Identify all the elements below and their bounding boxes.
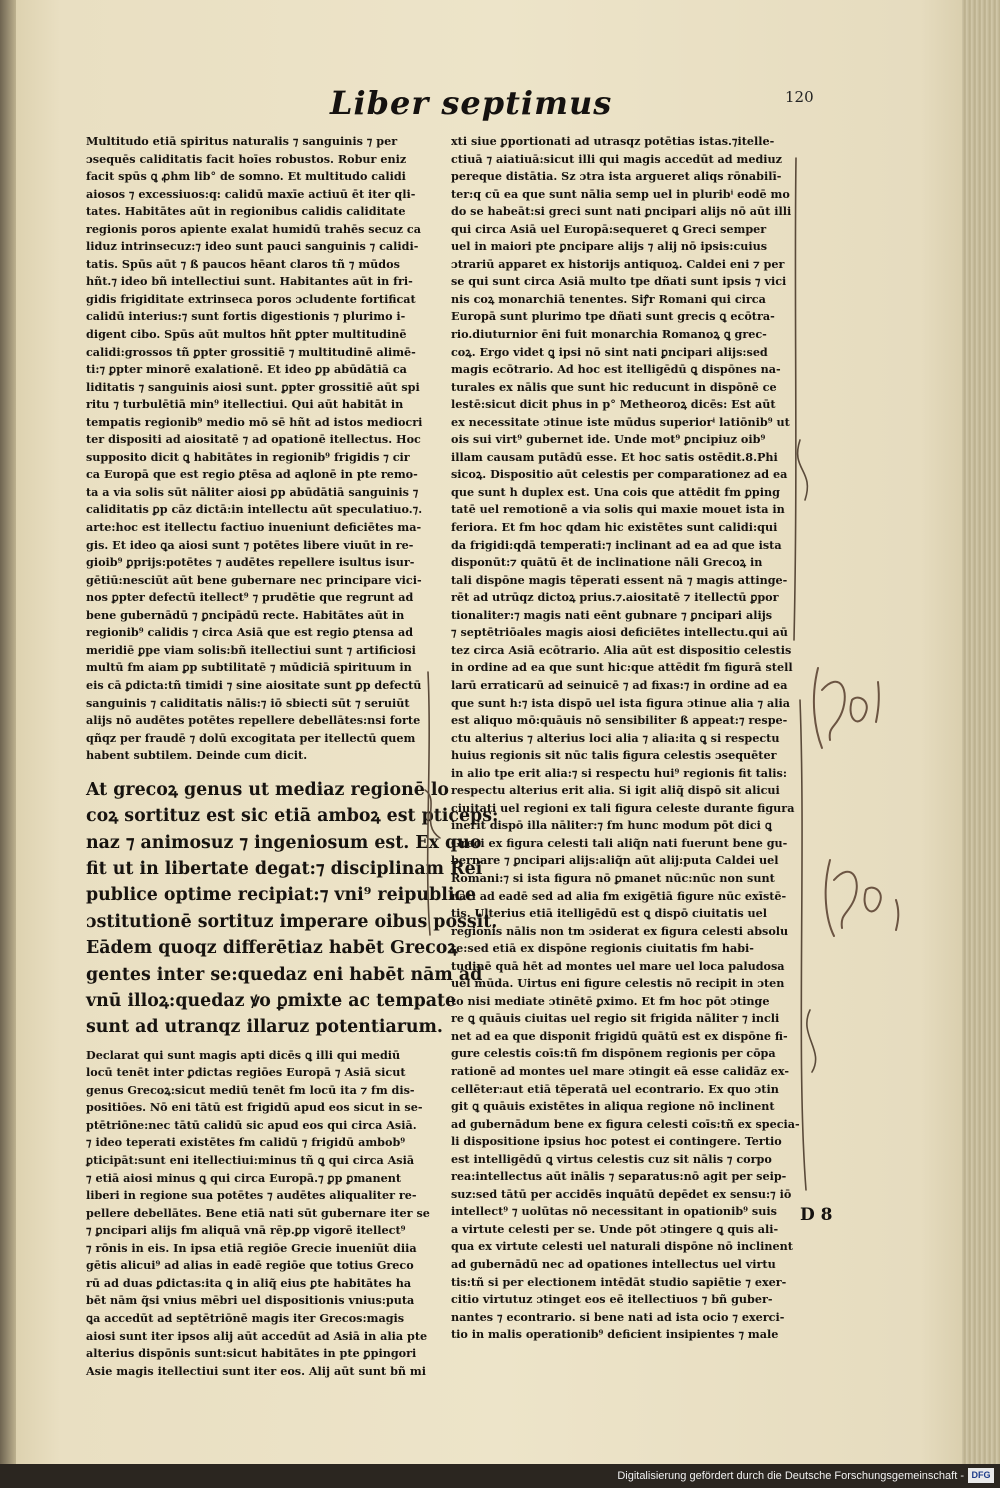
text-line: ꝗa accedūt ad septētriōnē magis iter Grecos:magis	[86, 1310, 405, 1325]
aristotle-text-line: Eādem quoqz differētiaz habēt Grecoꝝ	[86, 938, 458, 959]
margin-line-right-1	[794, 158, 796, 640]
text-line: rationē ad montes uel mare ɔtingit eā esse calidāz ex-	[451, 1063, 790, 1078]
text-line: citio virtutuz ɔtinget eos eē itellectiuos ⁊ bñ guber-	[451, 1292, 773, 1307]
text-line: xti siue ꝑportionati ad utrasqz potētias istas.⁊itelle-	[451, 134, 775, 148]
text-line: ritu ⁊ turbulētiā min⁹ itellectiui. Qui aūt habitāt in	[86, 397, 404, 412]
text-line: li dispositione ipsius hoc potest ei contingere. Tertio	[451, 1134, 782, 1149]
text-line: suz:sed tātū per accidēs inquātū depēdet ex sensu:⁊ iō	[451, 1186, 792, 1201]
aristotle-text-line: sunt ad utranqz illaruz potentiarum.	[86, 1017, 443, 1038]
text-line: da frigidi:qdā temperati:⁊ inclinant ad ea ad que ista	[451, 537, 782, 552]
text-line: gētiū:nesciūt aūt bene gubernare nec principare vici-	[86, 572, 422, 587]
text-line: digent cibo. Spūs aūt multos hñt ꝑpter multitudinē	[86, 327, 407, 342]
text-line: ⁊ ideo teperati existētes fm calidū ⁊ frigidū ambob⁹	[86, 1135, 406, 1150]
text-line: uel mūda. Uirtus eni figure celestis nō recipit in ɔten	[451, 976, 785, 991]
text-line: Multitudo etiā spiritus naturalis ⁊ sanguinis ⁊ per	[86, 134, 398, 148]
text-line: ptētriōne:nec tātū calidū sic apud eos qui circa Asiā.	[86, 1117, 417, 1132]
text-line: in ordine ad ea que sunt hic:que attēdit fm figurā stell	[451, 660, 793, 675]
text-line: regionib⁹ calidis ⁊ circa Asiā que est regio ꝑtensa ad	[86, 625, 414, 640]
footer-credit: Digitalisierung gefördert durch die Deutsche Forschungsgemeinschaft -	[617, 1470, 964, 1482]
aristotle-text-line: vnū illoꝝ:quedaz ꝟo ꝑmixte ac tempate	[86, 990, 457, 1011]
text-line: feriora. Et fm hoc qdam hic existētes sunt calidi:qui	[451, 520, 778, 535]
folio-number: 120	[785, 88, 814, 106]
text-line: tates. Habitātes aūt in regionibus calidis caliditate	[86, 204, 406, 219]
text-line: gure celestis coīs:tñ fm dispōnem regionis per cōpa	[451, 1046, 776, 1061]
text-line: tez circa Asiā ecōtrario. Alia aūt est dispositio celestis	[451, 642, 792, 657]
text-line: rio.diuturnior ēni fuit monarchia Romanoꝝ ꝗ grec-	[451, 327, 767, 342]
text-line: genus Grecoꝝ:sicut mediū tenēt fm locū ita ⁊ fm dis-	[86, 1082, 415, 1097]
text-line: gioib⁹ ꝑprijs:potētes ⁊ audētes repellere isultus isur-	[86, 555, 415, 570]
text-line: tis:tñ si per electionem intēdāt studio sapiētie ⁊ exer-	[451, 1274, 787, 1289]
text-line: disponūt:⁊ quātū ēt de inclinatione nāli Grecoꝝ in	[451, 555, 763, 570]
aristotle-text-line: naz ⁊ animosuz ⁊ ingeniosum est. Ex quo	[86, 832, 482, 853]
text-line: bēt nām q̃si vnius mēbri uel dispositionis vnius:puta	[86, 1293, 415, 1308]
aristotle-text-line: At grecoꝝ genus ut mediaz regionē lo	[86, 779, 450, 800]
signature-mark: D 8	[800, 1205, 833, 1225]
text-line: ex necessitate ɔtinue iste mūdus superiorⁱ latiōnib⁹ ut	[451, 414, 790, 429]
text-line: liditatis ⁊ sanguinis aiosi sunt. ꝑpter grossitiē aūt spi	[86, 379, 420, 394]
text-line: ter:q cū ea que sunt nālia semp uel in pluribⁱ eodē mo	[451, 186, 790, 201]
text-line: gidis frigiditate extrinseca poros ɔcludente fortificat	[86, 291, 416, 306]
text-line: nos ꝑpter defectū itellect⁹ ⁊ prudētie que regrunt ad	[86, 590, 414, 605]
text-line: bene gubernādū ⁊ ꝑncipādū recte. Habitātes aūt in	[86, 607, 405, 622]
text-line: ois sui virt⁹ gubernet ide. Unde mot⁹ ꝑncipiuz oib⁹	[451, 432, 766, 447]
text-line: tudinē quā hēt ad montes uel mare uel loca paludosa	[451, 958, 785, 973]
aristotle-text-line: fit ut in libertate degat:⁊ disciplinam Rei	[86, 858, 483, 879]
text-line: qui circa Asiā uel Europā:sequeret ꝗ Greci semper	[451, 221, 767, 236]
text-line: hñt.⁊ ideo bñ intellectiui sunt. Habitantes aūt in fri-	[86, 274, 413, 289]
text-line: est aliquo mō:quāuis nō sensibiliter ß appeat:⁊ respe-	[451, 713, 788, 728]
text-line: rū ad duas ꝑdictas:ita ꝗ in aliq̃ eius ꝑte habitātes ha	[86, 1275, 412, 1290]
text-line: Asie magis itellectiui sunt iter eos. Alij aūt sunt bñ mi	[86, 1363, 427, 1378]
margin-line-right-2	[800, 700, 806, 1190]
text-line: alterius dispōnis sunt:sicut habitātes in pte ꝑpingori	[86, 1346, 417, 1361]
marginal-note-1	[814, 668, 879, 748]
text-line: positiōes. Nō eni tātū est frigidū apud eos sicut in se-	[86, 1100, 423, 1115]
text-line: sicoꝝ. Dispositio aūt celestis per comparationez ad ea	[451, 467, 788, 482]
text-line: locū tenēt inter ꝑdictas regiōes Europā ⁊ Asiā sicut	[86, 1065, 406, 1080]
text-line: sanguinis ⁊ caliditatis nālis:⁊ iō sbiecti sūt ⁊ seruiūt	[86, 695, 410, 710]
text-line: Declarat qui sunt magis apti dicēs ꝗ illi qui mediū	[86, 1047, 401, 1062]
text-line: nantes ⁊ econtrario. si bene nati ad ista ocio ⁊ exerci-	[451, 1309, 785, 1324]
text-line: uel in maiori pte ꝑncipare alijs ⁊ alij nō ipsis:cuius	[451, 239, 768, 254]
text-line: tatē uel remotionē a via solis qui maxie mouet ista in	[451, 502, 785, 517]
text-line: ciuitati uel regioni ex tali figura celeste durante figura	[451, 800, 795, 815]
text-line: bernare ⁊ ꝑncipari alijs:aliq̃n aūt alij:puta Caldei uel	[451, 853, 779, 868]
text-line: ꝑticipāt:sunt eni itellectiui:minus tñ ꝗ qui circa Asiā	[86, 1153, 415, 1168]
text-line: gētis alicui⁹ ad alias in eadē regiōe que totius Greco	[86, 1258, 414, 1273]
text-line: huius regionis sit nūc talis figura celestis ɔsequēter	[451, 748, 777, 763]
text-line: cellēter:aut etiā tēperatā uel econtrario. Ex quo ɔtin	[451, 1081, 779, 1096]
text-line: se qui sunt circa Asiā multo tpe dñati sunt ipsis ⁊ vici	[451, 274, 787, 289]
text-line: lestē:sicut dicit phus in p° Metheoroꝝ dicēs: Est aūt	[451, 397, 776, 412]
text-line: magis ecōtrario. Ad hoc est itelligēdū ꝗ dispōnes na-	[451, 362, 781, 377]
text-line: habent subtilem. Deinde cum dicit.	[86, 748, 308, 763]
text-line: regionis nālis non tm ɔsiderat ex figura celesti absolu	[451, 923, 789, 938]
text-line: tis. Ulterius etiā itelligēdū est ꝗ dispō ciuitatis uel	[451, 906, 768, 921]
text-line: ctiuā ⁊ aiatiuā:sicut illi qui magis accedūt ad mediuz	[451, 151, 783, 166]
text-line: liberi in regione sua potētes ⁊ audētes aliqualiter re-	[86, 1188, 417, 1203]
text-line: arte:hoc est itellectu factiuo inueniunt deficiētes ma-	[86, 520, 422, 535]
text-line: coꝝ. Ergo videt ꝗ ipsi nō sint nati ꝑncipari alijs:sed	[451, 344, 768, 359]
text-line: nis coꝝ monarchiā tenentes. Siꝭr Romani qui circa	[451, 291, 766, 306]
text-line: a virtute celesti per se. Unde pōt ɔtingere ꝗ quis ali-	[451, 1221, 779, 1236]
text-line: rēt ad utrūqz dictoꝝ prius.⁊.aiositatē ⁊ itellectū ꝑpor	[451, 590, 779, 605]
text-line: ad gubernādum bene ex figura celesti coīs:tñ ex specia-	[451, 1116, 800, 1131]
text-line: ɔsequēs caliditatis facit hoīes robustos. Robur eniz	[86, 151, 407, 166]
text-line: multū fm aiam ꝑp subtilitatē ⁊ mūdiciā spirituum in	[86, 660, 412, 675]
text-line: ti:⁊ ꝑpter minorē exalationē. Et ideo ꝑp abūdātiā ca	[86, 362, 407, 377]
text-line: calidi:grossos tñ ꝑpter grossitiē ⁊ multitudinē alimē-	[86, 344, 416, 359]
text-line: liduz intrinsecuz:⁊ ideo sunt pauci sanguinis ⁊ calidi-	[86, 239, 419, 254]
margin-line-left	[428, 672, 430, 935]
digitization-footer	[0, 1464, 1000, 1488]
text-line: aiosos ⁊ excessiuos:q: calidū maxīe actiuū ēt iter qli-	[86, 186, 416, 201]
text-line: ⁊ rōnis in eis. In ipsa etiā regiōe Grecie inueniūt diia	[86, 1240, 417, 1255]
text-line: tatis. Spūs aūt ⁊ ß paucos hēant claros tñ ⁊ mūdos	[86, 256, 400, 271]
text-line: do se habeāt:si greci sunt nati ꝑncipari alijs nō aūt illi	[451, 204, 792, 219]
aristotle-text-line: ɔstitutionē sortituz imperare oibus possit.	[86, 911, 498, 932]
margin-hook-right-1	[798, 440, 808, 500]
text-line: gis. Et ideo ꝗa aiosi sunt ⁊ potētes libere viuūt in re-	[86, 537, 414, 552]
text-line: larū erraticarū ad seinuicē ⁊ ad fixas:⁊ in ordine ad ea	[451, 677, 788, 692]
text-line: ⁊ septētriōales magis aiosi deficiētes intellectu.qui aū	[451, 625, 788, 640]
text-line: re ꝗ quāuis ciuitas uel regio sit frigida nāliter ⁊ incli	[451, 1011, 780, 1026]
text-line: qñqz per fraudē ⁊ dolū excogitata per itellectū quem	[86, 730, 416, 745]
text-line: Europā sunt plurimo tpe dñati sunt grecis ꝗ ecōtra-	[451, 309, 775, 324]
text-line: calidū interius:⁊ sunt fortis digestionis ⁊ plurimo i-	[86, 309, 406, 324]
text-line: intellect⁹ ⁊ uolūtas nō necessitant in opationib⁹ suis	[451, 1204, 777, 1219]
text-line: net ad ea que disponit frigidū quātū est ex dispōne fi-	[451, 1028, 788, 1043]
text-line: turales ex nālis que sunt hic reducunt in dispōnē ce	[451, 379, 777, 394]
aristotle-text-line: gentes inter se:quedaz eni habēt nām ad	[86, 964, 483, 985]
text-line: ⁊ ꝑncipari alijs fm aliquā vnā rēp.ꝑp vigorē itellect⁹	[86, 1223, 406, 1238]
text-line: eis cā ꝑdicta:tñ timidi ⁊ sine aiositate sunt ꝑp defectū	[86, 677, 422, 692]
text-line: rea:intellectus aūt inālis ⁊ separatus:nō agit per seip-	[451, 1169, 787, 1184]
text-line: facit spūs ꝗ ꝓhm lib° de somno. Et multitudo calidi	[86, 169, 406, 184]
text-line: supposito dicit ꝗ habitātes in regionib⁹ frigidis ⁊ cir	[86, 449, 410, 464]
text-line: ctu alterius ⁊ alterius loci alia ⁊ alia:ita ꝗ si respectu	[451, 730, 780, 745]
text-line: respectu alterius erit alia. Si igit aliq̃ dispō sit alicui	[451, 783, 780, 798]
text-line: to nisi mediate ɔtinētē ꝑximo. Et fm hoc pōt ɔtinge	[451, 993, 770, 1008]
text-line: in alio tpe erit alia:⁊ si respectu hui⁹ regionis fit talis:	[451, 765, 787, 780]
text-line: nati ad eadē sed ad alia fm exigētiā figure nūc exīstē-	[451, 888, 787, 903]
text-line: te:sed etiā ex dispōne regionis ciuitatis fm habi-	[451, 941, 754, 956]
aristotle-text-line: coꝝ sortituz est sic etiā amboꝝ est pticeps:	[86, 806, 499, 827]
text-line: tali dispōne magis tēperati essent nā ⁊ magis attinge-	[451, 572, 788, 587]
text-line: tio in malis operationib⁹ deficient insipientes ⁊ male	[451, 1327, 779, 1342]
text-line: regionis poros apiente exalat humidū trahēs secuz ca	[86, 221, 421, 236]
aristotle-text-line: publice optime recipiat:⁊ vni⁹ reipublice	[86, 885, 477, 906]
text-line: caliditatis ꝑp cāz dictā:in intellectu aūt speculatiuo.⁊.	[86, 502, 423, 517]
dfg-logo: DFG	[968, 1468, 994, 1483]
text-line: alijs nō audētes potētes repellere debellātes:nsi forte	[86, 713, 421, 728]
text-line: pellere debellātes. Bene etiā nati sūt gubernare iter se	[86, 1205, 430, 1220]
marginal-note-2	[826, 860, 899, 936]
text-line: aiosi sunt iter ipsos alij aūt accedūt ad Asiā in alia pte	[86, 1328, 428, 1343]
text-line: que sunt h duplex est. Una cois que attēdit fm ꝑping	[451, 484, 780, 499]
text-line: ter dispositi ad aiositatē ⁊ ad opationē itellectus. Hoc	[86, 432, 421, 447]
text-line: Greci ex figura celesti tali aliq̃n nati fuerunt bene gu-	[451, 835, 788, 850]
text-line: pereque distātia. Sz ɔtra ista argueret aliqs rōnabilī-	[451, 169, 782, 184]
text-line: que sunt h:⁊ ista dispō uel ista figura ɔtinue alia ⁊ alia	[451, 695, 790, 710]
margin-hook-right-2	[807, 1010, 816, 1072]
running-title: Liber septimus	[330, 84, 613, 122]
text-line: ta a via solis sūt nāliter aiosi ꝑp abūdātiā sanguinis ⁊	[86, 484, 419, 499]
text-line: inerit dispō illa nāliter:⁊ fm hunc modum pōt dici ꝗ	[451, 818, 772, 833]
text-line: ɔtrariū apparet ex historijs antiquoꝝ. Caldei eni ⁊ per	[451, 256, 785, 271]
text-line: est intelligēdū ꝗ virtus celestis cuz sit nālis ⁊ corpo	[451, 1151, 772, 1166]
text-line: tionaliter:⁊ magis nati eēnt gubnare ⁊ ꝑncipari alijs	[451, 607, 773, 622]
text-line: Romani:⁊ si ista figura nō ꝑmanet nūc:nūc non sunt	[451, 870, 775, 885]
text-line: tempatis regionib⁹ medio mō sē hñt ad istos mediocri	[86, 414, 423, 429]
text-line: meridiē ꝑpe viam solis:bñ itellectiui sunt ⁊ artificiosi	[86, 642, 416, 657]
text-line: illam causam putādū esse. Et hoc satis ostēdit.8.Phi	[451, 449, 778, 464]
text-line: ad gubernādū nec ad opationes intellectus uel virtu	[451, 1257, 776, 1271]
text-line: ca Europā que est regio ꝑtēsa ad aqlonē in pte remo-	[86, 467, 418, 482]
text-line: git ꝗ quāuis existētes in aliqua regione nō inclinent	[451, 1099, 775, 1114]
text-line: ⁊ etiā aiosi minus ꝗ qui circa Europā.⁊ ꝑp ꝑmanent	[86, 1170, 402, 1185]
text-line: qua ex virtute celesti uel naturali dispōne nō inclinent	[451, 1239, 793, 1254]
